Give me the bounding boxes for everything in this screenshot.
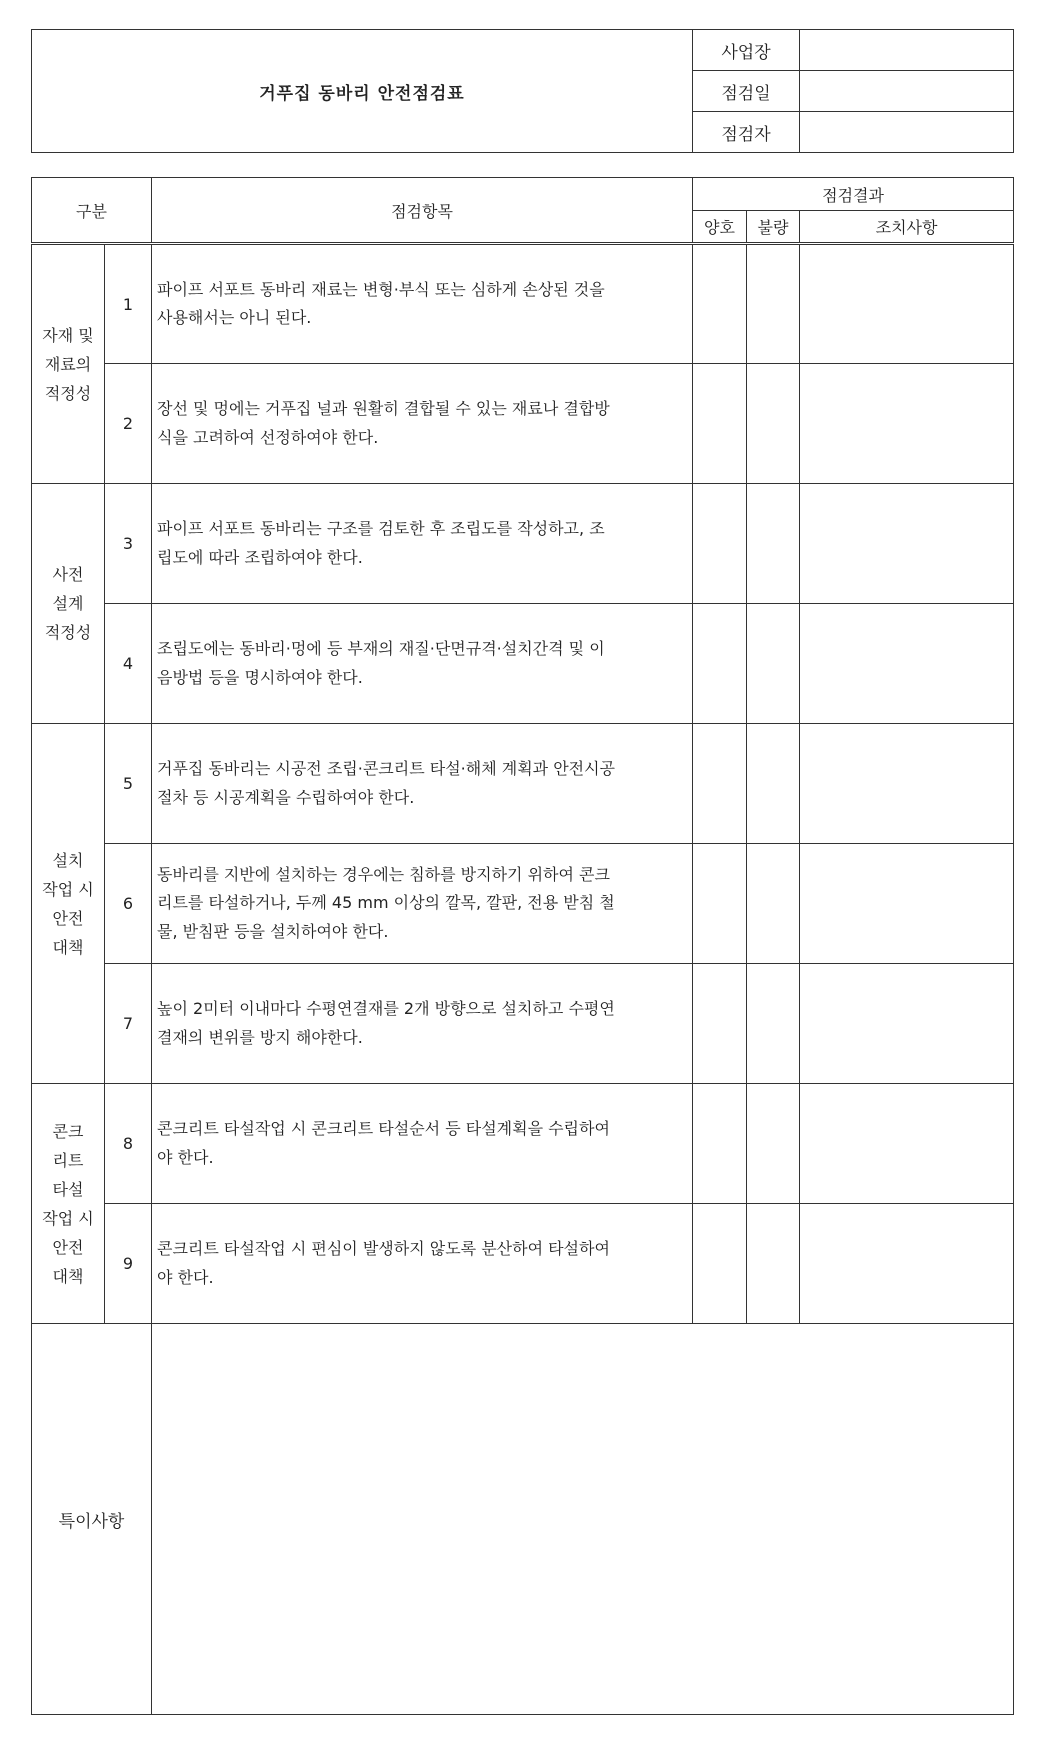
action-cell[interactable] bbox=[800, 844, 1014, 964]
check-item bbox=[152, 1204, 693, 1324]
bad-checkbox-cell[interactable] bbox=[747, 364, 800, 484]
bad-checkbox-cell[interactable] bbox=[747, 844, 800, 964]
check-item-line: 장선 및 멍에는 거푸집 널과 원활히 결합될 수 있는 재료나 결합방 bbox=[157, 399, 610, 418]
action-cell[interactable] bbox=[800, 604, 1014, 724]
inspection-date-label: 점검일 bbox=[693, 71, 800, 112]
category-line: 안전 bbox=[52, 1237, 84, 1257]
category-line: 대책 bbox=[52, 937, 84, 957]
bad-checkbox-cell[interactable] bbox=[747, 1084, 800, 1204]
category-line: 리트 bbox=[52, 1150, 84, 1170]
action-header: 조치사항 bbox=[800, 211, 1014, 244]
category-line: 자재 및 bbox=[42, 325, 94, 345]
remarks-label: 특이사항 bbox=[32, 1324, 152, 1715]
category-line: 타설 bbox=[52, 1179, 84, 1199]
check-item-line: 야 한다. bbox=[157, 1267, 214, 1287]
check-item bbox=[152, 604, 693, 724]
action-cell[interactable] bbox=[800, 724, 1014, 844]
action-cell[interactable] bbox=[800, 484, 1014, 604]
check-item bbox=[152, 844, 693, 964]
good-checkbox-cell[interactable] bbox=[693, 604, 747, 724]
bad-checkbox-cell[interactable] bbox=[747, 244, 800, 364]
action-cell[interactable] bbox=[800, 364, 1014, 484]
check-item bbox=[152, 244, 693, 364]
check-item-line: 결재의 변위를 방지 해야한다. bbox=[157, 1027, 363, 1047]
item-number: 3 bbox=[105, 484, 152, 604]
header-table bbox=[31, 29, 1014, 153]
category-cell bbox=[32, 244, 105, 484]
category-cell bbox=[32, 1084, 105, 1324]
bad-checkbox-cell[interactable] bbox=[747, 604, 800, 724]
check-item-line: 절차 등 시공계획을 수립하여야 한다. bbox=[157, 787, 415, 807]
good-checkbox-cell[interactable] bbox=[693, 364, 747, 484]
inspection-date-field[interactable] bbox=[800, 71, 1014, 112]
action-cell[interactable] bbox=[800, 244, 1014, 364]
check-item-line: 조립도에는 동바리·멍에 등 부재의 재질·단면규격·설치간격 및 이 bbox=[157, 639, 605, 658]
category-line: 대책 bbox=[52, 1266, 84, 1286]
item-header: 점검항목 bbox=[152, 178, 693, 244]
check-item-line: 거푸집 동바리는 시공전 조립·콘크리트 타설·해체 계획과 안전시공 bbox=[157, 759, 616, 778]
item-number: 7 bbox=[105, 964, 152, 1084]
action-cell[interactable] bbox=[800, 1204, 1014, 1324]
bad-checkbox-cell[interactable] bbox=[747, 1204, 800, 1324]
category-line: 적정성 bbox=[44, 383, 92, 403]
good-checkbox-cell[interactable] bbox=[693, 484, 747, 604]
check-item-line: 음방법 등을 명시하여야 한다. bbox=[157, 667, 363, 687]
good-checkbox-cell[interactable] bbox=[693, 1084, 747, 1204]
category-cell bbox=[32, 484, 105, 724]
category-line: 작업 시 bbox=[42, 1208, 94, 1228]
category-cell bbox=[32, 724, 105, 1084]
category-line: 작업 시 bbox=[42, 879, 94, 899]
bad-checkbox-cell[interactable] bbox=[747, 724, 800, 844]
check-item bbox=[152, 364, 693, 484]
item-number: 9 bbox=[105, 1204, 152, 1324]
inspector-field[interactable] bbox=[800, 112, 1014, 153]
item-number: 8 bbox=[105, 1084, 152, 1204]
check-item bbox=[152, 1084, 693, 1204]
site-label: 사업장 bbox=[693, 30, 800, 71]
category-header: 구분 bbox=[32, 178, 152, 244]
check-item-line: 파이프 서포트 동바리는 구조를 검토한 후 조립도를 작성하고, 조 bbox=[157, 519, 605, 538]
category-line: 콘크 bbox=[52, 1121, 84, 1141]
site-field[interactable] bbox=[800, 30, 1014, 71]
check-item-line: 야 한다. bbox=[157, 1147, 214, 1167]
good-checkbox-cell[interactable] bbox=[693, 964, 747, 1084]
check-item-line: 콘크리트 타설작업 시 편심이 발생하지 않도록 분산하여 타설하여 bbox=[157, 1239, 610, 1258]
category-line: 적정성 bbox=[44, 623, 92, 642]
item-number: 5 bbox=[105, 724, 152, 844]
bad-header: 불량 bbox=[747, 211, 800, 244]
check-item-line: 콘크리트 타설작업 시 콘크리트 타설순서 등 타설계획을 수립하여 bbox=[157, 1119, 610, 1138]
good-checkbox-cell[interactable] bbox=[693, 1204, 747, 1324]
check-item-line: 파이프 서포트 동바리 재료는 변형·부식 또는 심하게 손상된 것을 bbox=[157, 279, 605, 299]
check-item-line: 동바리를 지반에 설치하는 경우에는 침하를 방지하기 위하여 콘크 bbox=[157, 864, 610, 884]
checklist-table bbox=[31, 177, 1014, 1715]
good-header: 양호 bbox=[693, 211, 747, 244]
bad-checkbox-cell[interactable] bbox=[747, 964, 800, 1084]
action-cell[interactable] bbox=[800, 964, 1014, 1084]
item-number: 2 bbox=[105, 364, 152, 484]
check-item-line: 리트를 타설하거나, 두께 45 mm 이상의 깔목, 깔판, 전용 받침 철 bbox=[157, 893, 615, 913]
good-checkbox-cell[interactable] bbox=[693, 244, 747, 364]
item-number: 1 bbox=[105, 244, 152, 364]
check-item-line: 사용해서는 아니 된다. bbox=[157, 308, 312, 327]
check-item-line: 높이 2미터 이내마다 수평연결재를 2개 방향으로 설치하고 수평연 bbox=[157, 999, 615, 1018]
good-checkbox-cell[interactable] bbox=[693, 844, 747, 964]
category-line: 안전 bbox=[52, 908, 84, 928]
good-checkbox-cell[interactable] bbox=[693, 724, 747, 844]
check-item-line: 식을 고려하여 선정하여야 한다. bbox=[157, 427, 379, 447]
action-cell[interactable] bbox=[800, 1084, 1014, 1204]
check-item-line: 물, 받침판 등을 설치하여야 한다. bbox=[157, 921, 389, 941]
remarks-field[interactable] bbox=[152, 1324, 1014, 1715]
bad-checkbox-cell[interactable] bbox=[747, 484, 800, 604]
result-header: 점검결과 bbox=[693, 178, 1014, 211]
page-title: 거푸집 동바리 안전점검표 bbox=[32, 30, 693, 153]
check-item-line: 립도에 따라 조립하여야 한다. bbox=[157, 547, 363, 567]
check-item bbox=[152, 484, 693, 604]
category-line: 사전 bbox=[52, 565, 84, 584]
item-number: 6 bbox=[105, 844, 152, 964]
check-item bbox=[152, 724, 693, 844]
inspector-label: 점검자 bbox=[693, 112, 800, 153]
category-line: 설계 bbox=[52, 594, 84, 613]
item-number: 4 bbox=[105, 604, 152, 724]
category-line: 설치 bbox=[52, 850, 84, 870]
category-line: 재료의 bbox=[44, 354, 92, 374]
check-item bbox=[152, 964, 693, 1084]
